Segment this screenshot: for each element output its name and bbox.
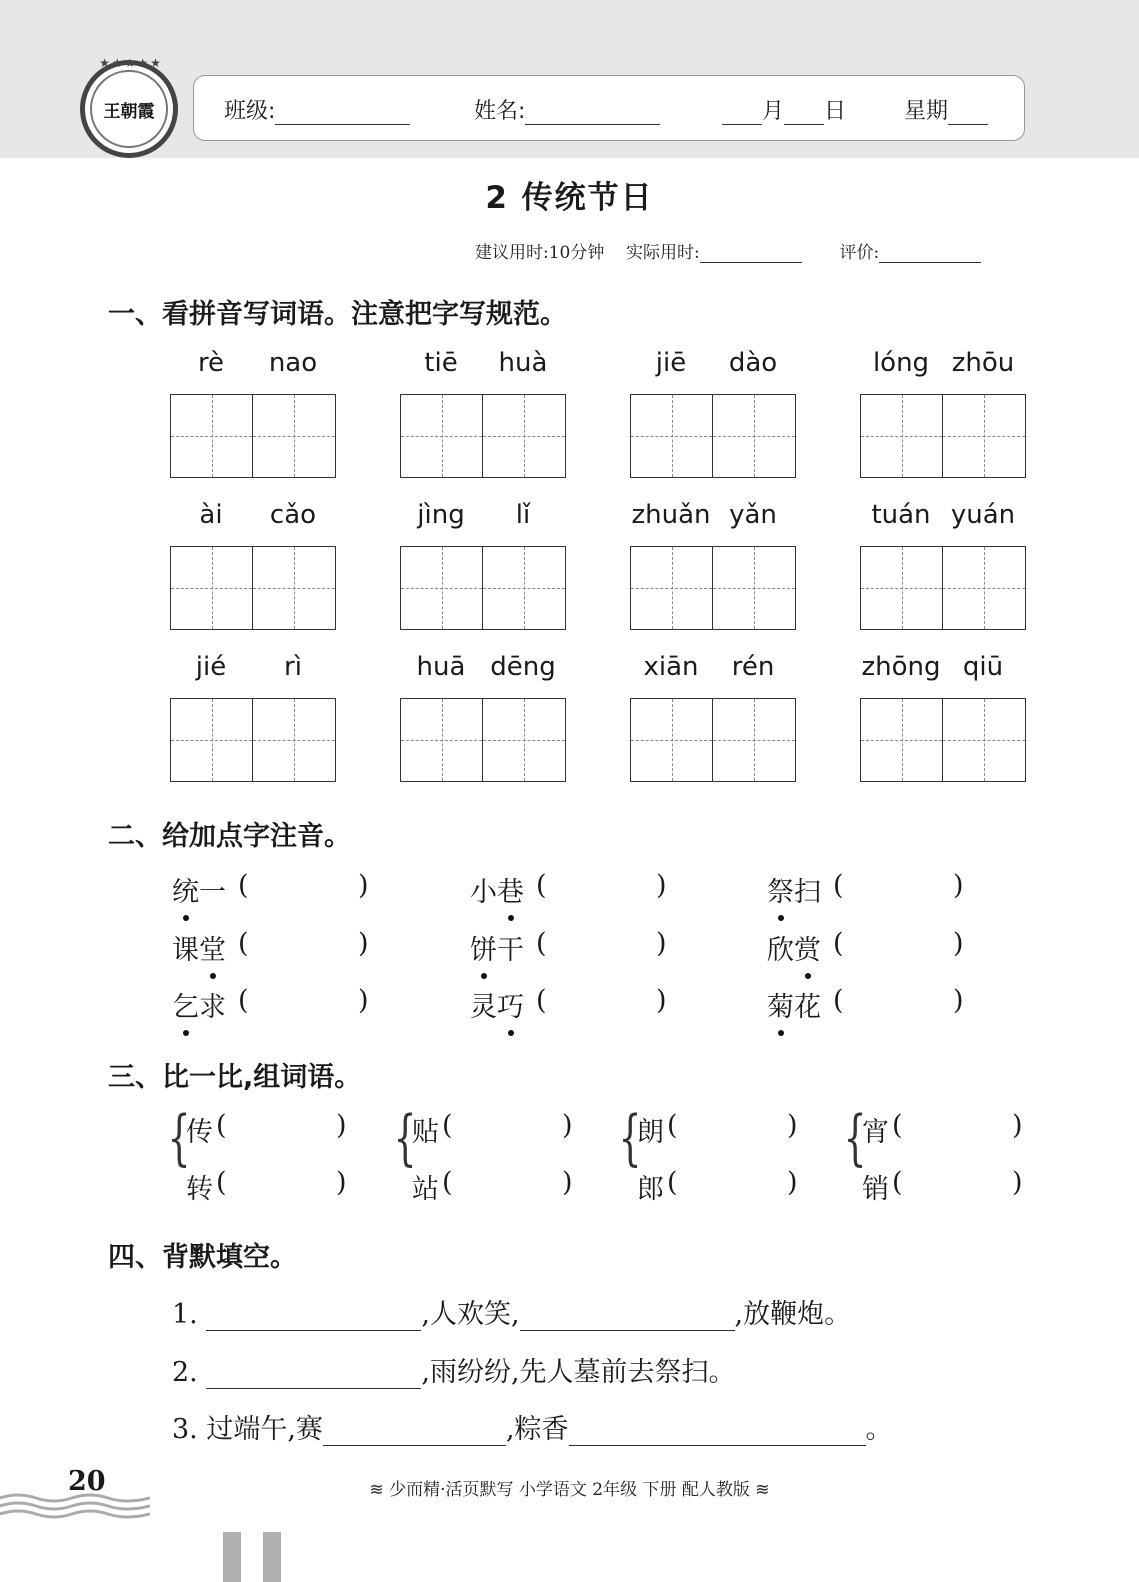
recite-blank[interactable] bbox=[520, 1303, 735, 1331]
weekday-label: 星期 bbox=[904, 99, 949, 124]
answer-paren-close: ) bbox=[1012, 1110, 1023, 1141]
tianzige-writing-box[interactable] bbox=[630, 394, 796, 478]
pinyin-answer-blank[interactable] bbox=[554, 870, 654, 904]
word-answer-blank[interactable] bbox=[460, 1167, 560, 1201]
guide-line bbox=[253, 436, 335, 437]
recite-blank[interactable] bbox=[569, 1418, 866, 1446]
answer-paren-close: ) bbox=[562, 1167, 573, 1198]
word-char: 灵 bbox=[470, 992, 497, 1023]
compare-char: 转 bbox=[186, 1174, 213, 1205]
dotted-word bbox=[767, 870, 821, 909]
pinyin-answer-blank[interactable] bbox=[256, 985, 356, 1019]
section3-heading: 三、比一比,组词语。 bbox=[108, 1062, 362, 1093]
pinyin-answer-blank[interactable] bbox=[851, 985, 951, 1019]
student-info-box bbox=[193, 75, 1025, 141]
writing-cell[interactable] bbox=[713, 395, 795, 477]
answer-paren-open: ( bbox=[833, 985, 844, 1016]
date-field[interactable] bbox=[722, 94, 846, 125]
evaluation-label: 评价: bbox=[839, 243, 880, 263]
tianzige-writing-box[interactable] bbox=[630, 698, 796, 782]
word-answer-blank[interactable] bbox=[234, 1110, 334, 1144]
writing-cell[interactable] bbox=[483, 699, 565, 781]
word-char: 课 bbox=[172, 935, 199, 966]
evaluation-blank[interactable] bbox=[879, 245, 981, 263]
guide-line bbox=[713, 588, 795, 589]
section1-heading: 一、看拼音写词语。注意把字写规范。 bbox=[108, 299, 567, 330]
guide-line bbox=[253, 588, 335, 589]
pinyin-syllable: nao bbox=[268, 348, 318, 378]
recite-blank[interactable] bbox=[323, 1418, 506, 1446]
word-char: 花 bbox=[794, 992, 821, 1023]
answer-paren-close: ) bbox=[787, 1110, 798, 1141]
writing-cell[interactable] bbox=[631, 547, 713, 629]
tianzige-writing-box[interactable] bbox=[170, 546, 336, 630]
recite-text: ,人欢笑, bbox=[421, 1299, 520, 1330]
writing-cell[interactable] bbox=[171, 699, 253, 781]
writing-cell[interactable] bbox=[713, 547, 795, 629]
dotted-word bbox=[172, 870, 226, 909]
answer-paren-close: ) bbox=[656, 870, 667, 901]
writing-cell[interactable] bbox=[943, 547, 1025, 629]
word-char: 统 bbox=[172, 870, 199, 909]
word-char: 祭 bbox=[767, 870, 794, 909]
answer-paren-open: ( bbox=[833, 870, 844, 901]
pinyin-syllable: xiān bbox=[643, 652, 699, 682]
word-answer-blank[interactable] bbox=[910, 1110, 1010, 1144]
answer-paren-close: ) bbox=[953, 870, 964, 901]
writing-cell[interactable] bbox=[253, 547, 335, 629]
answer-paren-open: ( bbox=[216, 1167, 227, 1198]
guide-line bbox=[483, 740, 565, 741]
answer-paren-close: ) bbox=[358, 870, 369, 901]
brace-icon: { bbox=[393, 1103, 417, 1173]
word-char: 干 bbox=[497, 935, 524, 966]
pinyin-answer-blank[interactable] bbox=[851, 928, 951, 962]
recite-line-3 bbox=[172, 1407, 893, 1446]
tianzige-writing-box[interactable] bbox=[860, 394, 1026, 478]
word-char: 扫 bbox=[794, 877, 821, 908]
writing-cell[interactable] bbox=[483, 547, 565, 629]
writing-cell[interactable] bbox=[631, 395, 713, 477]
compare-char: 宵 bbox=[862, 1117, 889, 1148]
writing-cell[interactable] bbox=[943, 699, 1025, 781]
recite-line-1 bbox=[172, 1292, 851, 1331]
guide-line bbox=[483, 588, 565, 589]
word-char: 一 bbox=[199, 877, 226, 908]
day-label: 日 bbox=[824, 99, 847, 124]
writing-cell[interactable] bbox=[401, 395, 483, 477]
weekday-field[interactable] bbox=[904, 94, 988, 125]
month-label: 月 bbox=[762, 99, 785, 124]
pinyin-syllable: tiē bbox=[424, 348, 458, 378]
guide-line bbox=[861, 436, 942, 437]
answer-paren-open: ( bbox=[442, 1167, 453, 1198]
recite-blank[interactable] bbox=[206, 1303, 421, 1331]
pinyin-syllable: huā bbox=[416, 652, 466, 682]
actual-time-blank[interactable] bbox=[700, 245, 802, 263]
dotted-word bbox=[470, 870, 524, 909]
word-answer-blank[interactable] bbox=[234, 1167, 334, 1201]
line-number: 1. bbox=[172, 1299, 198, 1330]
name-label: 姓名: bbox=[474, 99, 526, 124]
recite-blank[interactable] bbox=[206, 1361, 421, 1389]
guide-line bbox=[943, 436, 1025, 437]
answer-paren-open: ( bbox=[536, 928, 547, 959]
pinyin-syllable: lóng bbox=[872, 348, 930, 378]
answer-paren-close: ) bbox=[358, 985, 369, 1016]
answer-paren-open: ( bbox=[833, 928, 844, 959]
writing-cell[interactable] bbox=[171, 395, 253, 477]
word-answer-blank[interactable] bbox=[460, 1110, 560, 1144]
guide-line bbox=[401, 436, 482, 437]
compare-char: 销 bbox=[862, 1174, 889, 1205]
word-char: 赏 bbox=[794, 928, 821, 967]
suggested-time: 建议用时:10分钟 bbox=[475, 243, 605, 263]
pinyin-syllable: dēng bbox=[490, 652, 556, 682]
brand-logo bbox=[80, 60, 178, 158]
word-char: 欣 bbox=[767, 935, 794, 966]
tianzige-writing-box[interactable] bbox=[630, 546, 796, 630]
tianzige-writing-box[interactable] bbox=[400, 698, 566, 782]
answer-paren-open: ( bbox=[536, 870, 547, 901]
pinyin-syllable: yuán bbox=[950, 500, 1016, 530]
pinyin-syllable: dào bbox=[728, 348, 778, 378]
answer-paren-open: ( bbox=[536, 985, 547, 1016]
timing-row bbox=[475, 238, 981, 263]
pinyin-syllable: jìng bbox=[417, 500, 465, 530]
answer-paren-close: ) bbox=[1012, 1167, 1023, 1198]
recite-line-2 bbox=[172, 1350, 736, 1389]
guide-line bbox=[861, 740, 942, 741]
class-field[interactable] bbox=[224, 94, 410, 125]
pinyin-answer-blank[interactable] bbox=[554, 928, 654, 962]
pinyin-syllable: huà bbox=[498, 348, 548, 378]
brace-icon: { bbox=[167, 1103, 191, 1173]
answer-paren-close: ) bbox=[656, 928, 667, 959]
answer-paren-close: ) bbox=[953, 928, 964, 959]
guide-line bbox=[713, 436, 795, 437]
answer-paren-open: ( bbox=[892, 1110, 903, 1141]
compare-char: 贴 bbox=[412, 1117, 439, 1148]
tianzige-writing-box[interactable] bbox=[860, 698, 1026, 782]
word-char: 小 bbox=[470, 877, 497, 908]
name-field[interactable] bbox=[474, 94, 660, 125]
class-label: 班级: bbox=[224, 99, 276, 124]
pinyin-syllable: zhuǎn bbox=[631, 500, 711, 530]
tianzige-writing-box[interactable] bbox=[170, 698, 336, 782]
guide-line bbox=[171, 588, 252, 589]
pinyin-syllable: ài bbox=[199, 500, 223, 530]
word-char: 求 bbox=[199, 992, 226, 1023]
guide-line bbox=[631, 588, 712, 589]
answer-paren-open: ( bbox=[892, 1167, 903, 1198]
guide-line bbox=[631, 436, 712, 437]
writing-cell[interactable] bbox=[171, 547, 253, 629]
tianzige-writing-box[interactable] bbox=[400, 394, 566, 478]
answer-paren-open: ( bbox=[667, 1110, 678, 1141]
answer-paren-open: ( bbox=[238, 985, 249, 1016]
guide-line bbox=[861, 588, 942, 589]
pinyin-syllable: jié bbox=[195, 652, 227, 682]
writing-cell[interactable] bbox=[401, 699, 483, 781]
pinyin-answer-blank[interactable] bbox=[256, 928, 356, 962]
word-char: 乞 bbox=[172, 985, 199, 1024]
guide-line bbox=[483, 436, 565, 437]
recite-text: ,放鞭炮。 bbox=[734, 1299, 852, 1330]
tianzige-writing-box[interactable] bbox=[860, 546, 1026, 630]
writing-cell[interactable] bbox=[401, 547, 483, 629]
answer-paren-close: ) bbox=[358, 928, 369, 959]
answer-paren-close: ) bbox=[562, 1110, 573, 1141]
dotted-word bbox=[172, 928, 226, 967]
brace-icon: { bbox=[618, 1103, 642, 1173]
binding-bar bbox=[263, 1532, 281, 1582]
page-number: 20 bbox=[68, 1466, 106, 1497]
dotted-word bbox=[767, 928, 821, 967]
pinyin-syllable: rén bbox=[731, 652, 775, 682]
answer-paren-open: ( bbox=[667, 1167, 678, 1198]
pinyin-answer-blank[interactable] bbox=[554, 985, 654, 1019]
answer-paren-open: ( bbox=[216, 1110, 227, 1141]
word-char: 饼 bbox=[470, 928, 497, 967]
actual-time-label: 实际用时: bbox=[625, 243, 700, 263]
compare-char: 传 bbox=[186, 1117, 213, 1148]
footer-text: ≋ 少而精·活页默写 小学语文 2年级 下册 配人教版 ≋ bbox=[369, 1480, 770, 1500]
writing-cell[interactable] bbox=[861, 547, 943, 629]
pinyin-syllable: lǐ bbox=[515, 500, 531, 530]
compare-char: 站 bbox=[412, 1174, 439, 1205]
section2-heading: 二、给加点字注音。 bbox=[108, 821, 351, 852]
writing-cell[interactable] bbox=[253, 699, 335, 781]
guide-line bbox=[943, 740, 1025, 741]
guide-line bbox=[401, 740, 482, 741]
page-title: 2 传统节日 bbox=[485, 180, 654, 216]
answer-paren-open: ( bbox=[238, 928, 249, 959]
line-number: 2. bbox=[172, 1357, 198, 1388]
pinyin-syllable: rì bbox=[284, 652, 302, 682]
compare-char: 郎 bbox=[637, 1174, 664, 1205]
writing-cell[interactable] bbox=[713, 699, 795, 781]
pinyin-syllable: cǎo bbox=[269, 500, 317, 530]
writing-cell[interactable] bbox=[861, 395, 943, 477]
pinyin-answer-blank[interactable] bbox=[851, 870, 951, 904]
binding-bar bbox=[223, 1532, 241, 1582]
pinyin-syllable: zhōu bbox=[951, 348, 1015, 378]
writing-cell[interactable] bbox=[483, 395, 565, 477]
dotted-word bbox=[470, 928, 524, 967]
pinyin-syllable: rè bbox=[197, 348, 225, 378]
recite-text: 。 bbox=[865, 1414, 893, 1445]
word-char: 菊 bbox=[767, 985, 794, 1024]
logo-text: 王朝霞 bbox=[90, 70, 168, 148]
dotted-word bbox=[767, 985, 821, 1024]
guide-line bbox=[943, 588, 1025, 589]
guide-line bbox=[713, 740, 795, 741]
answer-paren-close: ) bbox=[787, 1167, 798, 1198]
tianzige-writing-box[interactable] bbox=[170, 394, 336, 478]
pinyin-answer-blank[interactable] bbox=[256, 870, 356, 904]
answer-paren-open: ( bbox=[442, 1110, 453, 1141]
pinyin-syllable: tuán bbox=[871, 500, 931, 530]
answer-paren-close: ) bbox=[656, 985, 667, 1016]
guide-line bbox=[401, 588, 482, 589]
word-answer-blank[interactable] bbox=[685, 1110, 785, 1144]
answer-paren-close: ) bbox=[336, 1110, 347, 1141]
guide-line bbox=[171, 436, 252, 437]
word-char: 巷 bbox=[497, 870, 524, 909]
recite-text: 3. 过端午,赛 bbox=[172, 1414, 323, 1445]
guide-line bbox=[171, 740, 252, 741]
dotted-word bbox=[470, 985, 524, 1024]
pinyin-syllable: qiū bbox=[962, 652, 1004, 682]
compare-char: 朗 bbox=[637, 1117, 664, 1148]
brace-icon: { bbox=[843, 1103, 867, 1173]
word-answer-blank[interactable] bbox=[910, 1167, 1010, 1201]
writing-cell[interactable] bbox=[253, 395, 335, 477]
recite-text: ,粽香 bbox=[505, 1414, 569, 1445]
answer-paren-open: ( bbox=[238, 870, 249, 901]
logo-stars-icon: ★★★★★ bbox=[99, 56, 163, 70]
answer-paren-close: ) bbox=[953, 985, 964, 1016]
answer-paren-close: ) bbox=[336, 1167, 347, 1198]
guide-line bbox=[253, 740, 335, 741]
writing-cell[interactable] bbox=[943, 395, 1025, 477]
dotted-word bbox=[172, 985, 226, 1024]
pinyin-syllable: jiē bbox=[655, 348, 687, 378]
recite-text: ,雨纷纷,先人墓前去祭扫。 bbox=[421, 1357, 736, 1388]
tianzige-writing-box[interactable] bbox=[400, 546, 566, 630]
pinyin-syllable: yǎn bbox=[729, 500, 777, 530]
guide-line bbox=[631, 740, 712, 741]
writing-cell[interactable] bbox=[631, 699, 713, 781]
writing-cell[interactable] bbox=[861, 699, 943, 781]
pinyin-syllable: zhōng bbox=[861, 652, 941, 682]
word-answer-blank[interactable] bbox=[685, 1167, 785, 1201]
section4-heading: 四、背默填空。 bbox=[108, 1242, 297, 1273]
word-char: 巧 bbox=[497, 985, 524, 1024]
word-char: 堂 bbox=[199, 928, 226, 967]
